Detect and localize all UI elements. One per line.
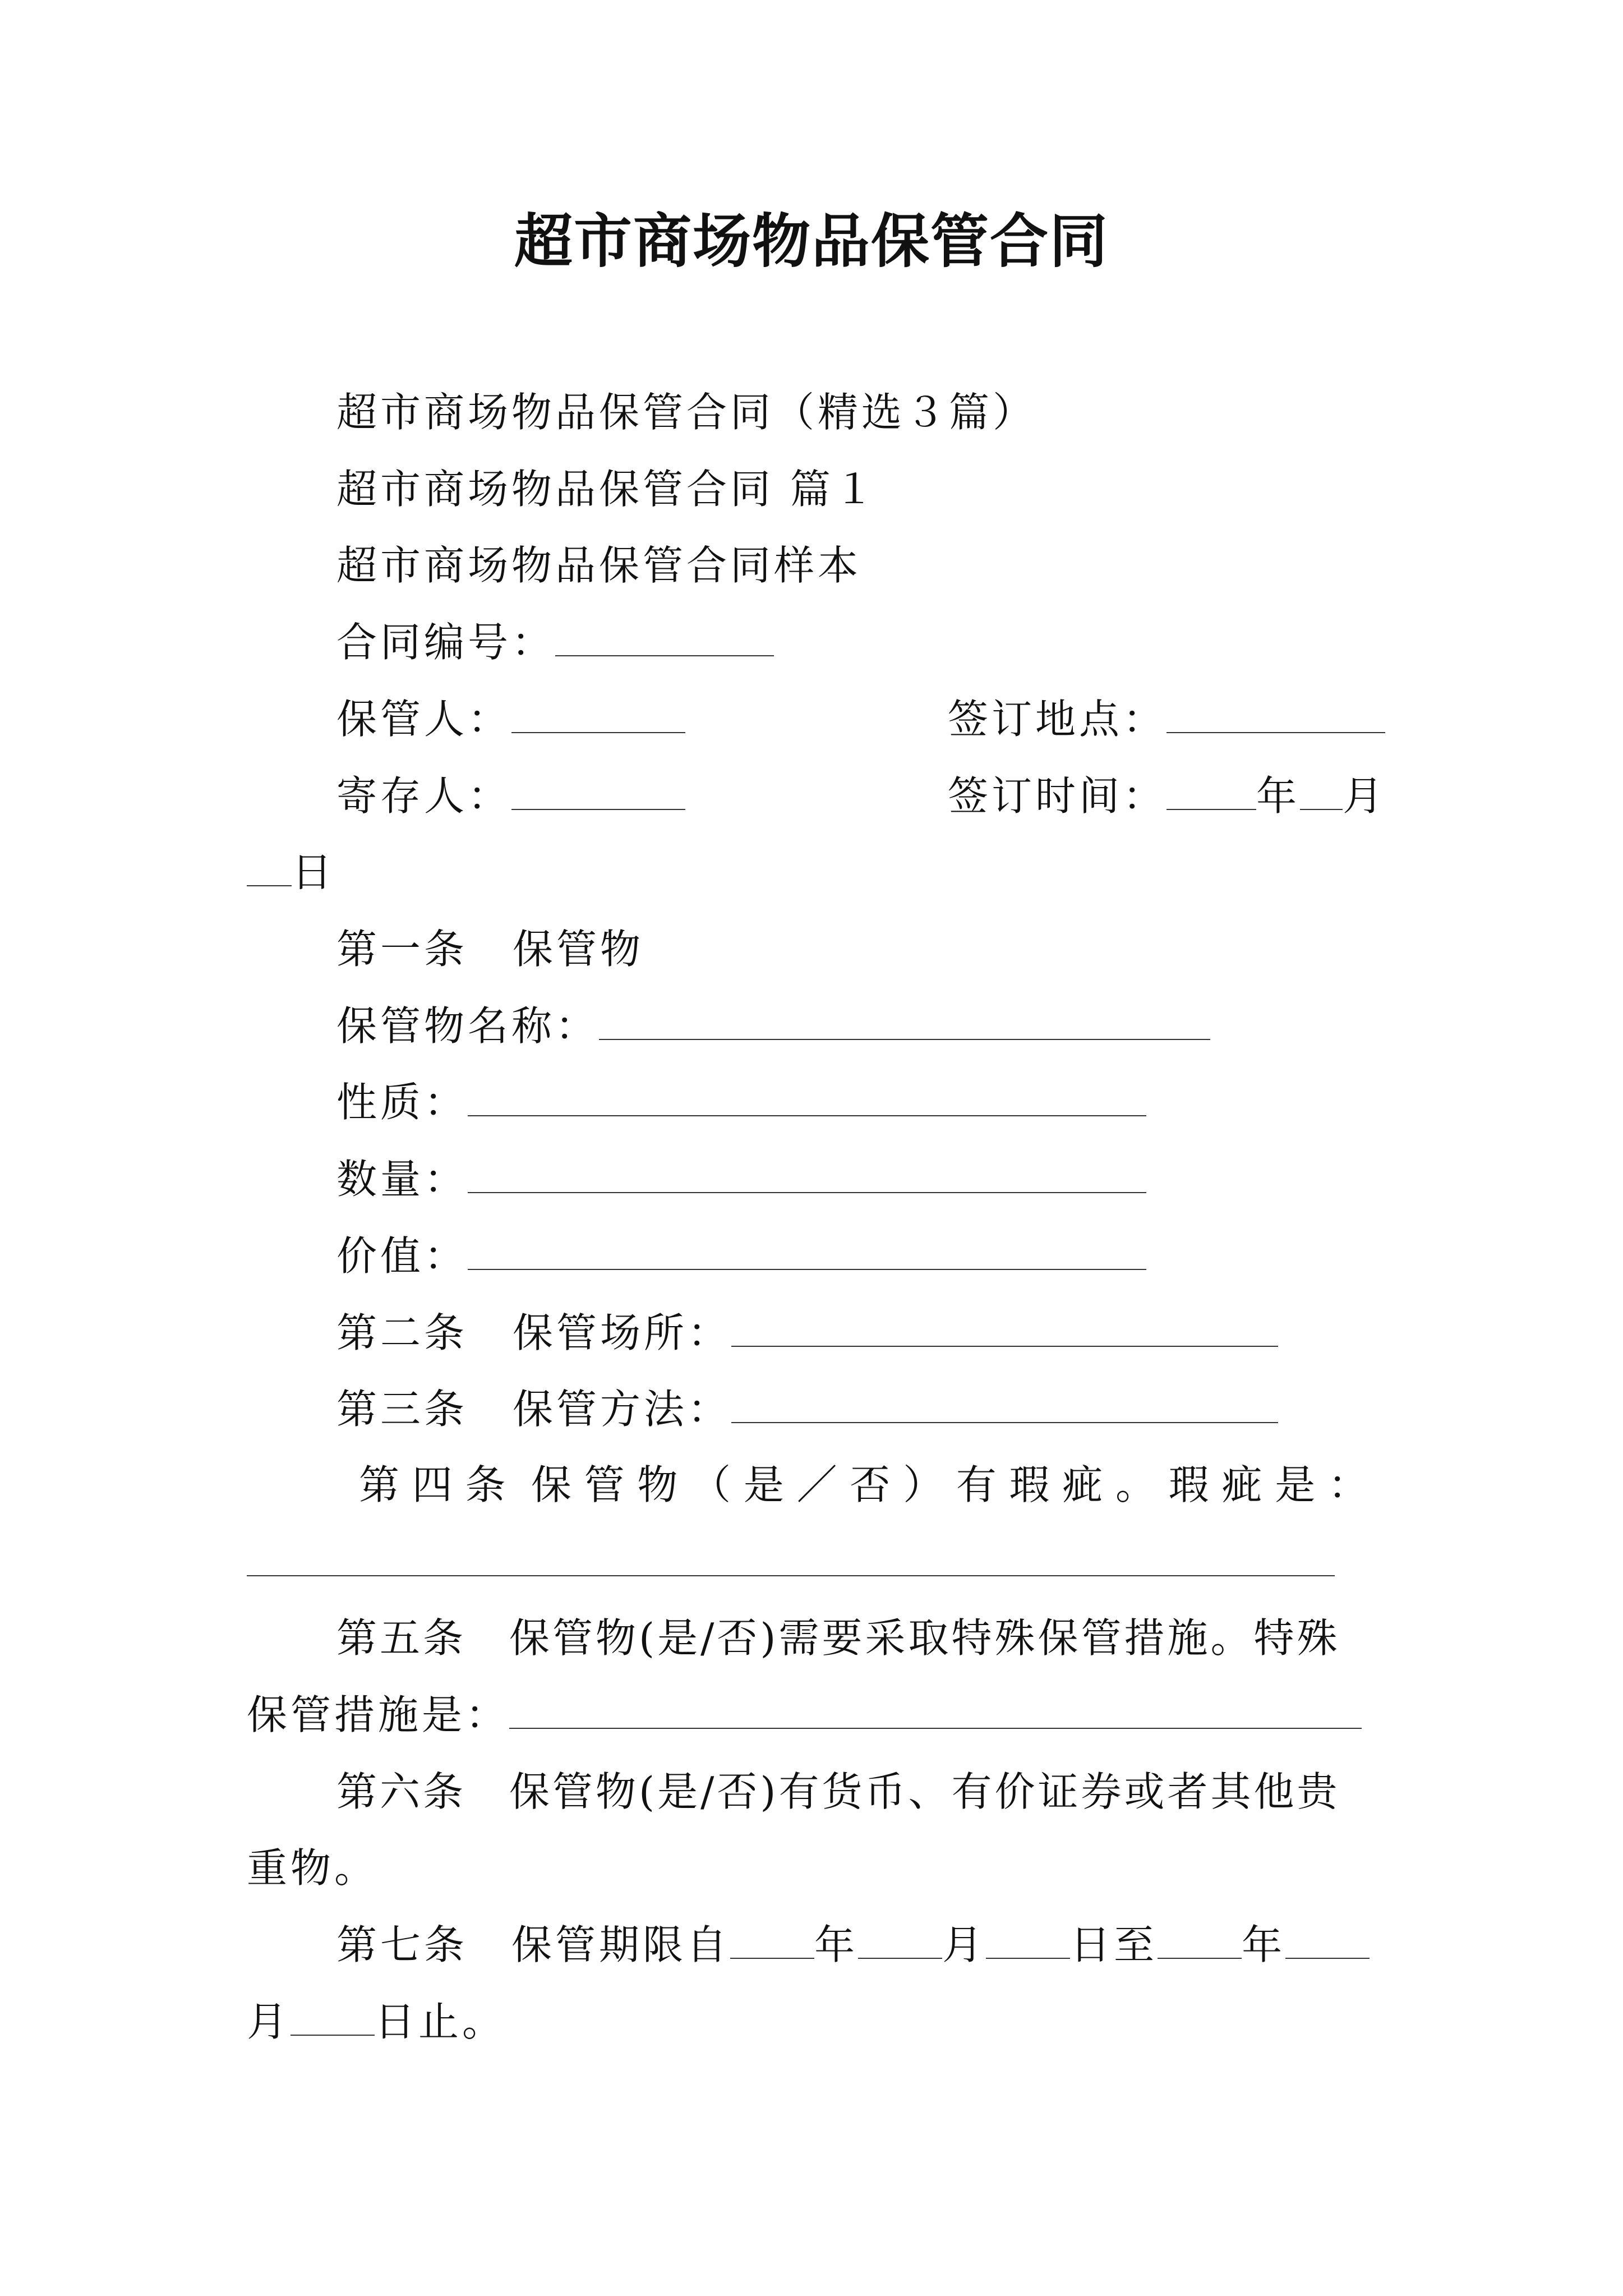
sign-time-label: 签订时间： xyxy=(948,772,1167,820)
art4-char: 保 xyxy=(531,1461,571,1508)
article-3-number: 第三条 xyxy=(336,1386,468,1433)
depositor-blank xyxy=(511,772,685,810)
art4-char: 四 xyxy=(412,1461,453,1508)
article-2-row xyxy=(336,1305,1278,1361)
term-start-day-blank xyxy=(986,1921,1070,1959)
sign-time-row xyxy=(948,768,1386,824)
nature-label: 性质： xyxy=(336,1079,468,1126)
term-end-month-label: 月 xyxy=(247,1998,291,2045)
term-end-year-label: 年 xyxy=(1242,1921,1286,1968)
term-start-month-label: 月 xyxy=(942,1921,986,1968)
term-from-label: 第七条 保管期限自 xyxy=(336,1921,731,1968)
defect-blank xyxy=(247,1575,1335,1576)
article-2-number: 第二条 xyxy=(336,1309,468,1356)
art4-char: （ xyxy=(690,1461,731,1508)
quantity-label: 数量： xyxy=(336,1156,468,1203)
contract-number-blank xyxy=(555,618,774,656)
art4-char: 第 xyxy=(359,1461,400,1508)
custodian-blank xyxy=(511,695,685,733)
art4-char: 瑕 xyxy=(1009,1461,1050,1508)
article-5-line-1: 第五条 保管物(是/否)需要采取特殊保管措施。特殊 xyxy=(336,1614,1340,1662)
term-start-day-label: 日至 xyxy=(1070,1921,1158,1968)
item-name-label: 保管物名称： xyxy=(336,1002,600,1050)
art4-char: 疵 xyxy=(1221,1461,1262,1508)
art4-char: 是 xyxy=(743,1461,784,1508)
article-3-row xyxy=(336,1381,1278,1437)
art4-char: 。 xyxy=(1115,1461,1156,1508)
art4-char: ） xyxy=(903,1461,944,1508)
section-heading: 超市商场物品保管合同 篇１ xyxy=(336,466,878,513)
article-6-line-2: 重物。 xyxy=(247,1844,379,1892)
art4-char: 物 xyxy=(637,1461,678,1508)
storage-place-blank xyxy=(731,1309,1278,1347)
subtitle-selected: 超市商场物品保管合同（精选３篇） xyxy=(336,389,1037,436)
quantity-row xyxy=(336,1151,1146,1207)
article-6-line-1: 第六条 保管物(是/否)有货币、有价证券或者其他贵 xyxy=(336,1768,1340,1815)
article-1-title: 保管物 xyxy=(513,926,644,973)
art4-char: 是 xyxy=(1275,1461,1316,1508)
item-name-row xyxy=(336,998,1210,1054)
article-7-line-2 xyxy=(247,1994,506,2050)
sign-place-blank xyxy=(1166,695,1385,733)
art4-char: 瑕 xyxy=(1168,1461,1209,1508)
art4-char: ／ xyxy=(796,1461,837,1508)
term-end-day-blank xyxy=(291,1998,375,2036)
quantity-blank xyxy=(468,1155,1146,1193)
sign-month-blank xyxy=(1300,772,1343,810)
nature-row xyxy=(336,1074,1146,1130)
art4-char: 否 xyxy=(850,1461,891,1508)
custodian-row xyxy=(336,691,685,747)
sign-day-row xyxy=(247,844,335,900)
term-end-day-label: 日止。 xyxy=(375,1998,506,2045)
contract-number-row xyxy=(336,614,774,670)
article-4-line xyxy=(359,1457,1368,1513)
special-measure-blank xyxy=(509,1691,1362,1729)
value-row xyxy=(336,1228,1146,1284)
term-end-year-blank xyxy=(1158,1921,1242,1959)
term-start-month-blank xyxy=(858,1921,942,1959)
depositor-label: 寄存人： xyxy=(336,772,512,820)
document-title: 超市商场物品保管合同 xyxy=(514,206,1109,275)
article-5-line-2 xyxy=(247,1687,1362,1743)
art4-char: 有 xyxy=(956,1461,997,1508)
sample-heading: 超市商场物品保管合同样本 xyxy=(336,542,862,589)
art4-char: 条 xyxy=(465,1461,506,1508)
depositor-row xyxy=(336,768,685,824)
sign-year-label: 年 xyxy=(1256,772,1301,820)
item-name-blank xyxy=(599,1002,1210,1040)
term-end-month-blank xyxy=(1285,1921,1370,1959)
sign-day-blank xyxy=(247,848,292,886)
art4-char: ： xyxy=(1327,1461,1368,1508)
sign-year-blank xyxy=(1166,772,1256,810)
sign-day-label: 日 xyxy=(292,849,336,896)
sign-place-row xyxy=(948,691,1385,747)
art4-char: 疵 xyxy=(1062,1461,1103,1508)
nature-blank xyxy=(468,1078,1146,1116)
article-7-line-1 xyxy=(336,1917,1370,1973)
contract-number-label: 合同编号： xyxy=(336,619,556,666)
special-measure-label: 保管措施是： xyxy=(247,1691,510,1738)
value-blank xyxy=(468,1232,1146,1270)
article-2-title: 保管场所： xyxy=(513,1309,732,1356)
article-3-title: 保管方法： xyxy=(513,1386,732,1433)
art4-char: 管 xyxy=(584,1461,625,1508)
sign-place-label: 签订地点： xyxy=(948,696,1167,743)
article-1-heading xyxy=(336,921,644,977)
value-label: 价值： xyxy=(336,1232,468,1280)
article-1-number: 第一条 xyxy=(336,926,468,973)
term-start-year-blank xyxy=(730,1921,814,1959)
custodian-label: 保管人： xyxy=(336,696,512,743)
storage-method-blank xyxy=(731,1385,1278,1423)
sign-month-label: 月 xyxy=(1343,772,1387,820)
term-start-year-label: 年 xyxy=(814,1921,859,1968)
